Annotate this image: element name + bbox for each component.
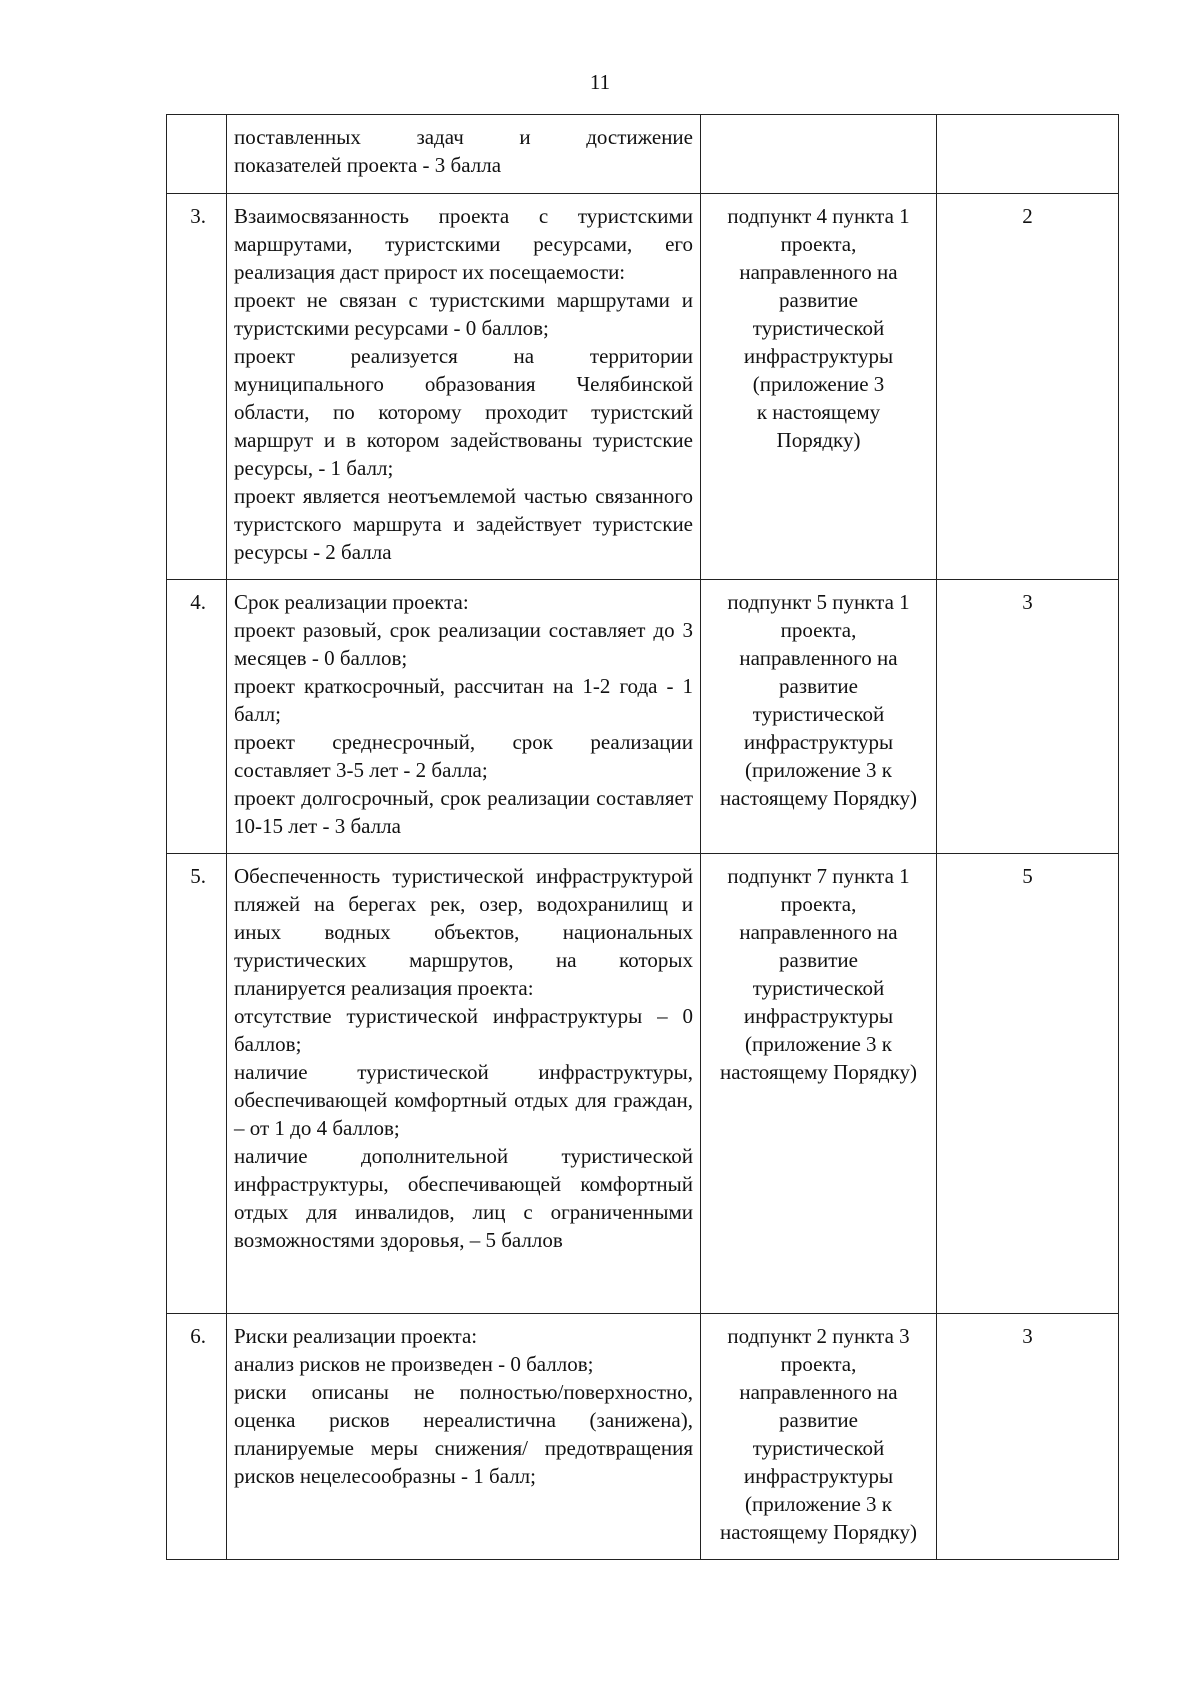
criterion-reference <box>701 194 937 580</box>
row-number <box>167 115 227 194</box>
criterion-reference <box>701 580 937 854</box>
reference-line: (приложение 3 к <box>745 1492 892 1516</box>
criterion-score: 2 <box>937 194 1119 580</box>
criterion-description <box>227 194 701 580</box>
reference-line: Порядку) <box>776 428 861 452</box>
criterion-reference <box>701 854 937 1314</box>
criterion-description <box>227 854 701 1314</box>
description-line: проект не связан с туристскими маршрутами и туристскими ресурсами - 0 баллов; <box>234 288 693 340</box>
description-line: наличие дополнительной туристической инфраструктуры, обеспечивающей комфортный отдых для инвалидов, лиц с ограниченными возможностями здоровья, – 5 баллов <box>234 1144 693 1252</box>
description-line: анализ рисков не произведен - 0 баллов; <box>234 1352 594 1376</box>
criterion-score <box>937 115 1119 194</box>
criterion-description <box>227 115 701 194</box>
table-row <box>167 194 1119 580</box>
page-number: 11 <box>589 70 611 94</box>
table-row <box>167 580 1119 854</box>
description-line: проект разовый, срок реализации составляет до 3 месяцев - 0 баллов; <box>234 618 693 670</box>
table-row <box>167 115 1119 194</box>
description-line: риски описаны не полностью/поверхностно, оценка рисков нереалистична (занижена), планируемые меры снижения/ предотвращения рисков нецелесообразны - 1 балл; <box>234 1380 693 1488</box>
description-line: Риски реализации проекта: <box>234 1324 478 1348</box>
reference-line: к настоящему <box>756 400 881 424</box>
reference-line: развитие <box>778 948 858 972</box>
criterion-score: 3 <box>937 1314 1119 1560</box>
reference-line: проекта, <box>780 1352 857 1376</box>
reference-line: туристической <box>752 316 885 340</box>
description-line: наличие туристической инфраструктуры, обеспечивающей комфортный отдых для граждан, – от 1 до 4 баллов; <box>234 1060 693 1140</box>
description-line: проект краткосрочный, рассчитан на 1-2 года - 1 балл; <box>234 674 693 726</box>
reference-line: инфраструктуры <box>743 344 894 368</box>
criterion-score: 3 <box>937 580 1119 854</box>
criterion-score: 5 <box>937 854 1119 1314</box>
reference-line: проекта, <box>780 618 857 642</box>
reference-line: подпункт 2 пункта 3 <box>727 1324 910 1348</box>
reference-line: развитие <box>778 674 858 698</box>
reference-line: развитие <box>778 288 858 312</box>
description-line: Взаимосвязанность проекта с туристскими маршрутами, туристскими ресурсами, его реализация даст прирост их посещаемости: <box>234 204 693 284</box>
table-row <box>167 1314 1119 1560</box>
reference-line: туристической <box>752 1436 885 1460</box>
row-number: 5. <box>167 854 227 1314</box>
description-line: Обеспеченность туристической инфраструктурой пляжей на берегах рек, озер, водохранилищ и иных водных объектов, национальных туристических маршрутов, на которых планируется реализация проекта: <box>234 864 693 1000</box>
description-line: проект среднесрочный, срок реализации составляет 3-5 лет - 2 балла; <box>234 730 693 782</box>
reference-line: направленного на <box>739 260 898 284</box>
reference-line: туристической <box>752 702 885 726</box>
criterion-reference <box>701 115 937 194</box>
reference-line: подпункт 4 пункта 1 <box>727 204 910 228</box>
row-number: 3. <box>167 194 227 580</box>
description-line: поставленных задач и достижение <box>234 125 693 149</box>
description-line: проект реализуется на территории муниципального образования Челябинской области, по которому проходит туристский маршрут и в котором задействованы туристские ресурсы, - 1 балл; <box>234 344 693 480</box>
reference-line: инфраструктуры <box>743 1464 894 1488</box>
reference-line: (приложение 3 <box>752 372 885 396</box>
reference-line: туристической <box>752 976 885 1000</box>
description-line: проект является неотъемлемой частью связанного туристского маршрута и задействует туристские ресурсы - 2 балла <box>234 484 693 564</box>
reference-line: направленного на <box>739 646 898 670</box>
reference-line: (приложение 3 к <box>745 1032 892 1056</box>
description-line: отсутствие туристической инфраструктуры – 0 баллов; <box>234 1004 693 1056</box>
reference-line: направленного на <box>739 920 898 944</box>
description-line: проект долгосрочный, срок реализации составляет 10-15 лет - 3 балла <box>234 786 693 838</box>
criterion-description <box>227 580 701 854</box>
description-line: Срок реализации проекта: <box>234 590 469 614</box>
reference-line: проекта, <box>780 232 857 256</box>
reference-line: настоящему Порядку) <box>720 1060 917 1084</box>
reference-line: настоящему Порядку) <box>720 1520 917 1544</box>
reference-line: (приложение 3 к <box>745 758 892 782</box>
reference-line: подпункт 5 пункта 1 <box>727 590 910 614</box>
reference-line: направленного на <box>739 1380 898 1404</box>
reference-line: подпункт 7 пункта 1 <box>727 864 910 888</box>
row-number: 6. <box>167 1314 227 1560</box>
reference-line: инфраструктуры <box>743 1004 894 1028</box>
criteria-table <box>166 114 1119 1560</box>
reference-line: развитие <box>778 1408 858 1432</box>
row-number: 4. <box>167 580 227 854</box>
reference-line: проекта, <box>780 892 857 916</box>
reference-line: инфраструктуры <box>743 730 894 754</box>
criterion-reference <box>701 1314 937 1560</box>
table-row <box>167 854 1119 1314</box>
description-line: показателей проекта - 3 балла <box>234 153 502 177</box>
reference-line: настоящему Порядку) <box>720 786 917 810</box>
criterion-description <box>227 1314 701 1560</box>
